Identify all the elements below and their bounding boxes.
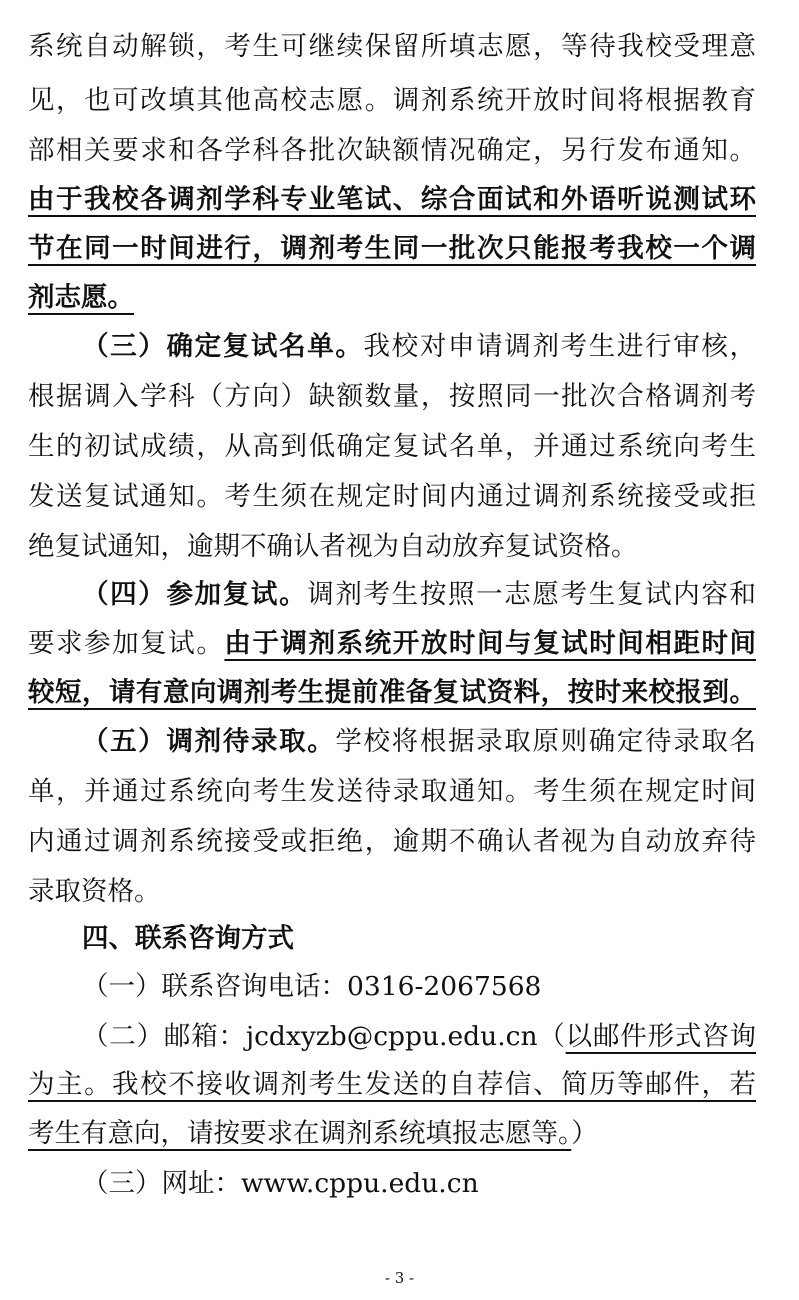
body-text-line: 录取资格。	[28, 876, 161, 907]
contact-email-line	[82, 1020, 756, 1054]
contact-website: （三）网址：www.cppu.edu.cn	[82, 1168, 479, 1199]
section-5-text: 学校将根据录取原则确定待录取名	[335, 726, 757, 757]
contact-email-note-end	[28, 1117, 598, 1151]
contact-heading: 四、联系咨询方式	[82, 923, 294, 954]
body-text-line: 部相关要求和各学科各批次缺额情况确定，另行发布通知。	[28, 135, 756, 166]
page-number: - 3 -	[384, 1269, 415, 1287]
body-text-line: 系统自动解锁，考生可继续保留所填志愿，等待我校受理意	[28, 31, 756, 62]
section-4-heading: （四）参加复试。	[82, 579, 308, 610]
contact-email-note: 以邮件形式咨询	[565, 1021, 757, 1052]
body-text-line: 内通过调剂系统接受或拒绝，逾期不确认者视为自动放弃待	[28, 826, 756, 857]
closing-paren: ）	[571, 1118, 598, 1149]
contact-email: （二）邮箱：jcdxyzb@cppu.edu.cn（	[82, 1021, 566, 1052]
section-4-line	[82, 578, 756, 612]
section-4-text: 调剂考生按照一志愿考生复试内容和	[307, 579, 757, 610]
body-text-line: 根据调入学科（方向）缺额数量，按照同一批次合格调剂考	[28, 381, 756, 412]
contact-email-note: 考生有意向，请按要求在调剂系统填报志愿等。	[28, 1118, 572, 1149]
contact-phone: （一）联系咨询电话：0316-2067568	[82, 971, 542, 1002]
contact-email-note: 为主。我校不接收调剂考生发送的自荐信、简历等邮件，若	[28, 1069, 756, 1100]
section-5-heading: （五）调剂待录取。	[82, 726, 336, 757]
section-4-text: 要求参加复试。	[28, 628, 225, 659]
emphasized-notice: 由于调剂系统开放时间与复试时间相距时间	[224, 628, 757, 659]
body-text-line: 发送复试通知。考生须在规定时间内通过调剂系统接受或拒	[28, 481, 756, 512]
section-4-line-2	[28, 627, 756, 661]
section-3-line	[82, 330, 756, 364]
emphasized-notice-line: 较短，请有意向调剂考生提前准备复试资料，按时来校报到。	[28, 677, 756, 708]
section-3-text: 我校对申请调剂考生进行审核，	[363, 331, 757, 362]
section-5-line	[82, 725, 756, 759]
emphasized-notice-line: 由于我校各调剂学科专业笔试、综合面试和外语听说测试环	[28, 184, 756, 215]
body-text-line: 绝复试通知，逾期不确认者视为自动放弃复试资格。	[28, 531, 638, 562]
body-text-line: 单，并通过系统向考生发送待录取通知。考生须在规定时间	[28, 776, 756, 807]
emphasized-notice-line: 节在同一时间进行，调剂考生同一批次只能报考我校一个调	[28, 233, 756, 264]
body-text-line: 见，也可改填其他高校志愿。调剂系统开放时间将根据教育	[28, 85, 756, 116]
emphasized-notice-line: 剂志愿。	[28, 282, 134, 313]
section-3-heading: （三）确定复试名单。	[82, 331, 364, 362]
body-text-line: 生的初试成绩，从高到低确定复试名单，并通过系统向考生	[28, 431, 756, 462]
